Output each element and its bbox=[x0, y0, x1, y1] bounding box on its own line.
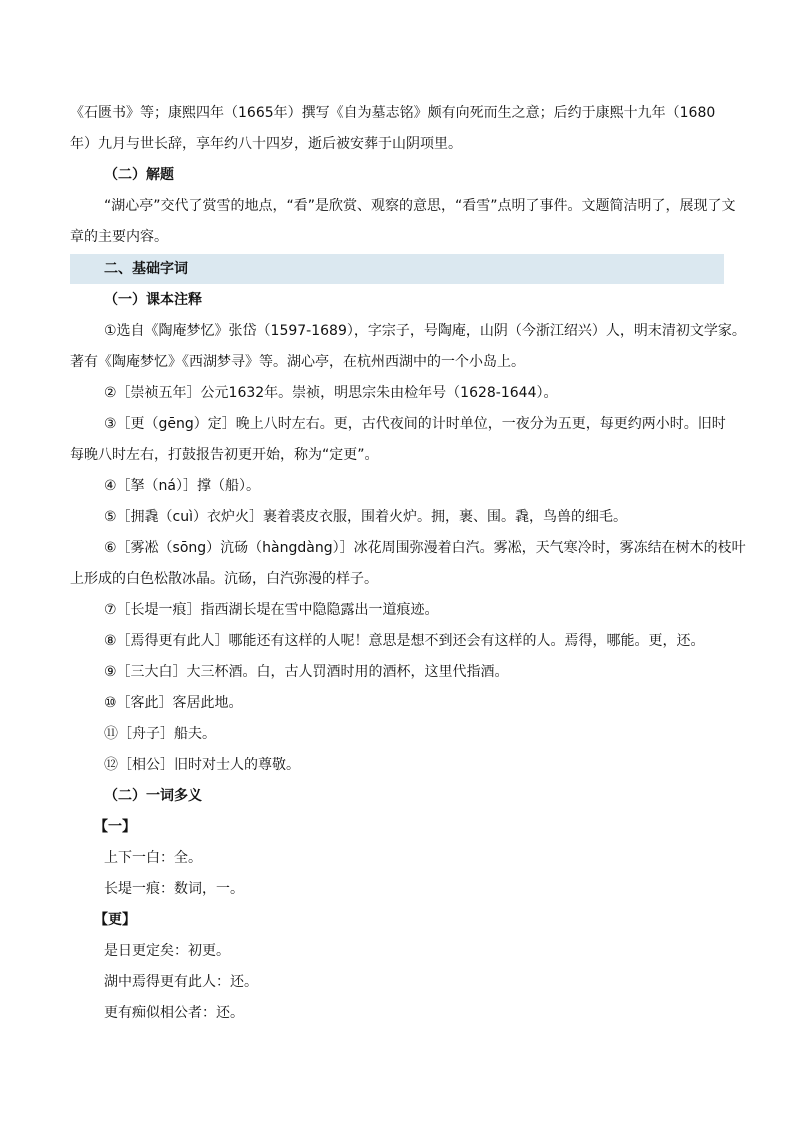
jieti-heading: （二）解题 bbox=[104, 167, 174, 183]
polysemy-yi-item-2: 长堤一痕：数词，一。 bbox=[104, 881, 244, 897]
polysemy-heading: （二）一词多义 bbox=[104, 788, 202, 804]
polysemy-geng-item-3: 更有痴似相公者：还。 bbox=[104, 1005, 244, 1021]
note-11: ⑪［舟子］船夫。 bbox=[104, 726, 216, 742]
note-12: ⑫［相公］旧时对士人的尊敬。 bbox=[104, 757, 300, 773]
note-5: ⑤［拥毳（cuì）衣炉火］裹着裘皮衣服，围着火炉。拥，裹、围。毳，鸟兽的细毛。 bbox=[104, 509, 628, 525]
jieti-line-1: “湖心亭”交代了赏雪的地点，“看”是欣赏、观察的意思，“看雪”点明了事件。文题简洁明了，展现了文 bbox=[104, 198, 736, 214]
note-9: ⑨［三大白］大三杯酒。白，古人罚酒时用的酒杯，这里代指酒。 bbox=[104, 664, 509, 680]
note-4: ④［拏（ná）］撑（船）。 bbox=[104, 478, 261, 494]
intro-line-2: 年）九月与世长辞，享年约八十四岁，逝后被安葬于山阴项里。 bbox=[70, 136, 462, 152]
polysemy-word-geng: 【更】 bbox=[94, 912, 136, 928]
note-2: ②［崇祯五年］公元1632年。崇祯，明思宗朱由检年号（1628-1644）。 bbox=[104, 385, 558, 401]
note-3-line-2: 每晚八时左右，打鼓报告初更开始，称为“定更”。 bbox=[70, 447, 379, 463]
note-7: ⑦［长堤一痕］指西湖长堤在雪中隐隐露出一道痕迹。 bbox=[104, 602, 439, 618]
note-1-line-1: ①选自《陶庵梦忆》张岱（1597-1689），字宗子，号陶庵，山阴（今浙江绍兴）人，明末清初文学家。 bbox=[104, 323, 746, 339]
note-10: ⑩［客此］客居此地。 bbox=[104, 695, 243, 711]
section-heading-bar bbox=[70, 254, 724, 284]
polysemy-geng-item-2: 湖中焉得更有此人：还。 bbox=[104, 974, 258, 990]
note-3-line-1: ③［更（gēng）定］晚上八时左右。更，古代夜间的计时单位，一夜分为五更，每更约两小时。旧时 bbox=[104, 416, 726, 432]
section-title: 二、基础字词 bbox=[104, 261, 188, 277]
polysemy-word-yi: 【一】 bbox=[94, 819, 136, 835]
note-1-line-2: 著有《陶庵梦忆》《西湖梦寻》等。湖心亭，在杭州西湖中的一个小岛上。 bbox=[70, 354, 525, 370]
note-6-line-1: ⑥［雾凇（sōng）沆砀（hàngdàng）］冰花周围弥漫着白汽。雾凇，天气寒冷时，雾冻结在树木的枝叶 bbox=[104, 540, 746, 556]
notes-heading: （一）课本注释 bbox=[104, 292, 202, 308]
intro-line-1: 《石匮书》等；康熙四年（1665年）撰写《自为墓志铭》颇有向死而生之意；后约于康熙十九年（1680 bbox=[70, 105, 716, 121]
polysemy-geng-item-1: 是日更定矣：初更。 bbox=[104, 943, 230, 959]
polysemy-yi-item-1: 上下一白：全。 bbox=[104, 850, 202, 866]
jieti-line-2: 章的主要内容。 bbox=[70, 229, 168, 245]
note-8: ⑧［焉得更有此人］哪能还有这样的人呢！意思是想不到还会有这样的人。焉得，哪能。更，还。 bbox=[104, 633, 705, 649]
note-6-line-2: 上形成的白色松散冰晶。沆砀，白汽弥漫的样子。 bbox=[70, 571, 378, 587]
